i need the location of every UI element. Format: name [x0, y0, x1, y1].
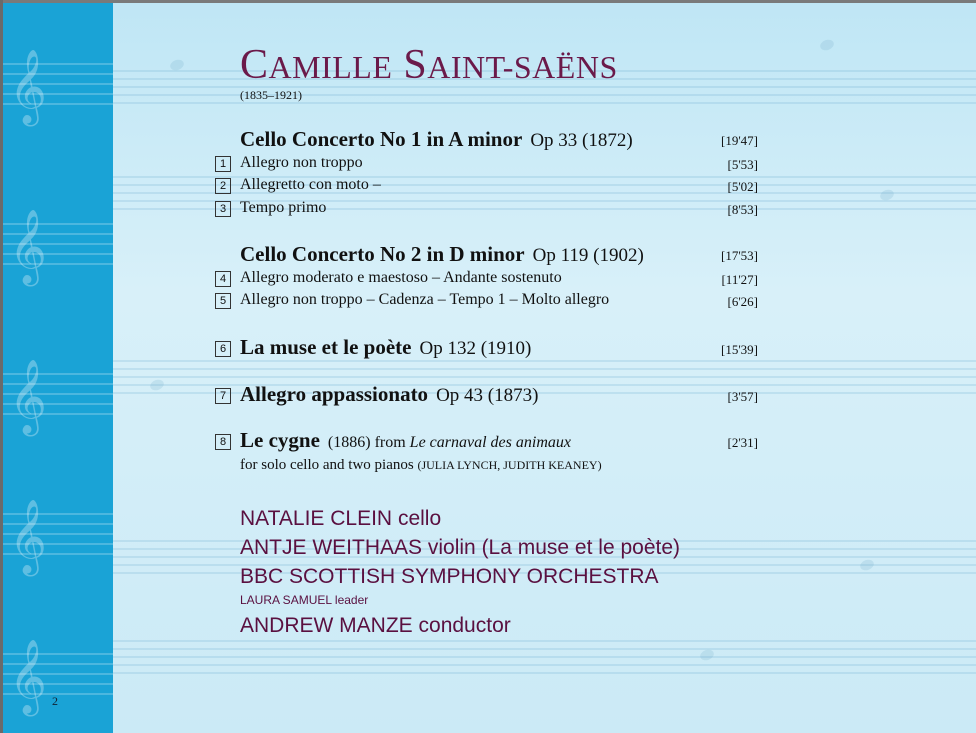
performer-line: NATALIE CLEIN cello — [240, 507, 442, 530]
page-number: 2 — [52, 694, 58, 708]
movement-duration: [11'27] — [721, 272, 758, 287]
work-duration: [15'39] — [720, 342, 758, 357]
work-duration: [19'47] — [720, 133, 758, 148]
work-duration: [17'53] — [720, 248, 758, 263]
work-duration: [3'57] — [727, 389, 758, 404]
work-heading: Le cygne (1886) from Le carnaval des animaux — [240, 428, 571, 452]
blue-sidebar — [3, 3, 113, 733]
track-number: 4 — [215, 271, 231, 287]
scoring-note: for solo cello and two pianos (JULIA LYNCH, JUDITH KEANEY) — [240, 457, 602, 473]
movement-duration: [5'02] — [727, 179, 758, 194]
treble-clef-icon: 𝄞 — [9, 500, 47, 574]
track-number: 6 — [215, 341, 231, 357]
leader-credit: LAURA SAMUEL leader — [240, 593, 369, 607]
composer-dates: (1835–1921) — [240, 88, 302, 102]
movement-title: Tempo primo — [240, 199, 327, 216]
movement-title: Allegro non troppo — [240, 154, 363, 171]
track-number: 1 — [215, 156, 231, 172]
track-number: 3 — [215, 201, 231, 217]
work-heading: Cello Concerto No 2 in D minor Op 119 (1902) — [240, 242, 644, 266]
movement-title: Allegretto con moto – — [240, 176, 381, 193]
track-number: 8 — [215, 434, 231, 450]
work-duration: [2'31] — [727, 435, 758, 450]
treble-clef-icon: 𝄞 — [9, 640, 47, 714]
composer-name: CAMILLE SAINT-SAËNS — [240, 42, 618, 88]
treble-clef-icon: 𝄞 — [9, 50, 47, 124]
movement-duration: [6'26] — [727, 294, 758, 309]
work-heading: La muse et le poète Op 132 (1910) — [240, 335, 532, 359]
frame-top-edge — [0, 0, 976, 3]
movement-title: Allegro non troppo – Cadenza – Tempo 1 – Molto allegro — [240, 291, 610, 308]
work-heading: Cello Concerto No 1 in A minor Op 33 (1872) — [240, 127, 633, 151]
performer-line: ANTJE WEITHAAS violin (La muse et le poète) — [240, 536, 681, 559]
track-number: 5 — [215, 293, 231, 309]
movement-duration: [5'53] — [727, 157, 758, 172]
performer-line: ANDREW MANZE conductor — [240, 614, 511, 637]
track-number: 2 — [215, 178, 231, 194]
performer-line: BBC SCOTTISH SYMPHONY ORCHESTRA — [240, 565, 659, 588]
movement-duration: [8'53] — [727, 202, 758, 217]
movement-title: Allegro moderato e maestoso – Andante sostenuto — [240, 269, 562, 286]
treble-clef-icon: 𝄞 — [9, 360, 47, 434]
track-number: 7 — [215, 388, 231, 404]
work-heading: Allegro appassionato Op 43 (1873) — [240, 382, 539, 406]
treble-clef-icon: 𝄞 — [9, 210, 47, 284]
